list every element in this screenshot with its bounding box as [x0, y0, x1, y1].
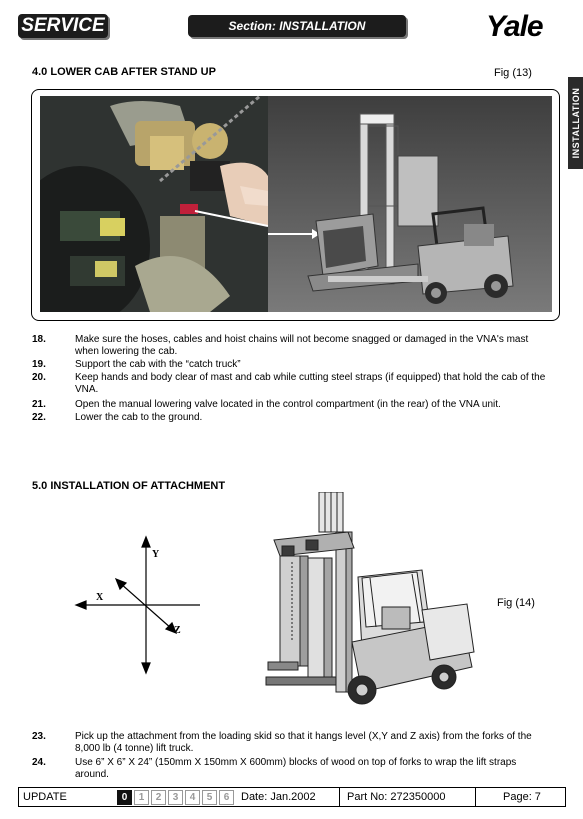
step-text: Make sure the hoses, cables and hoist chains will not become snagged or damaged in the VNA's mast when lowering the cab.: [75, 334, 529, 357]
step-text: Keep hands and body clear of mast and cab while cutting steel straps (if equipped) that hold the cab of the VNA.: [75, 372, 546, 395]
footer-page: Page: 7: [503, 791, 541, 803]
footer-date: Date: Jan.2002: [241, 791, 316, 803]
page-index-item: 4: [185, 790, 200, 805]
footer-bar: [18, 787, 566, 807]
page-index-item: 6: [219, 790, 234, 805]
step-number: 20.: [32, 372, 46, 383]
fig-14-label: Fig (14): [497, 597, 535, 609]
yale-logo: Yale: [486, 10, 543, 43]
fig-13-label: Fig (13): [494, 67, 532, 79]
axis-z-label: Z: [174, 625, 181, 636]
step-number: 24.: [32, 757, 46, 768]
page-index-item: 1: [134, 790, 149, 805]
step-number: 21.: [32, 399, 46, 410]
step-text: Support the cab with the “catch truck”: [75, 359, 241, 370]
step-number: 23.: [32, 731, 46, 742]
step-number: 18.: [32, 334, 46, 345]
valve-photo-drawing: [40, 96, 268, 312]
side-tab-installation: [568, 77, 583, 169]
axis-diagram: [70, 535, 200, 675]
page-index-item: 3: [168, 790, 183, 805]
step-number: 19.: [32, 359, 46, 370]
step-text: Open the manual lowering valve located in the control compartment (in the rear) of the VNA unit.: [75, 399, 501, 410]
attachment-forklift-figure: [262, 492, 477, 710]
footer-divider: [475, 788, 476, 806]
section-5-title: 5.0 INSTALLATION OF ATTACHMENT: [32, 480, 226, 492]
section-badge: Section: INSTALLATION: [188, 15, 406, 37]
service-badge: SERVICE: [18, 14, 108, 38]
step-text: Pick up the attachment from the loading skid so that it hangs level (X,Y and Z axis) from the forks of the 8,000 lb (4 tonne) lift truck.: [75, 731, 532, 754]
page-index-item: 2: [151, 790, 166, 805]
update-label: UPDATE: [23, 791, 67, 803]
step-text: Lower the cab to the ground.: [75, 412, 203, 423]
section-4-title: 4.0 LOWER CAB AFTER STAND UP: [32, 66, 216, 78]
page-index-item: 5: [202, 790, 217, 805]
attachment-forklift-drawing: [262, 492, 477, 710]
vna-render: [268, 96, 552, 312]
footer-divider: [339, 788, 340, 806]
step-text: Use 6” X 6” X 24” (150mm X 150mm X 600mm) blocks of wood on top of forks to wrap the lift straps around.: [75, 757, 517, 780]
page-index-item: 0: [117, 790, 132, 805]
footer-part-no: Part No: 272350000: [347, 791, 446, 803]
vna-render-drawing: [268, 96, 552, 312]
valve-photo: [40, 96, 268, 312]
side-tab-label: INSTALLATION: [570, 87, 581, 159]
axis-y-label: Y: [152, 549, 160, 560]
axis-x-label: X: [96, 592, 104, 603]
step-number: 22.: [32, 412, 46, 423]
xyz-axis-drawing: [70, 535, 200, 675]
